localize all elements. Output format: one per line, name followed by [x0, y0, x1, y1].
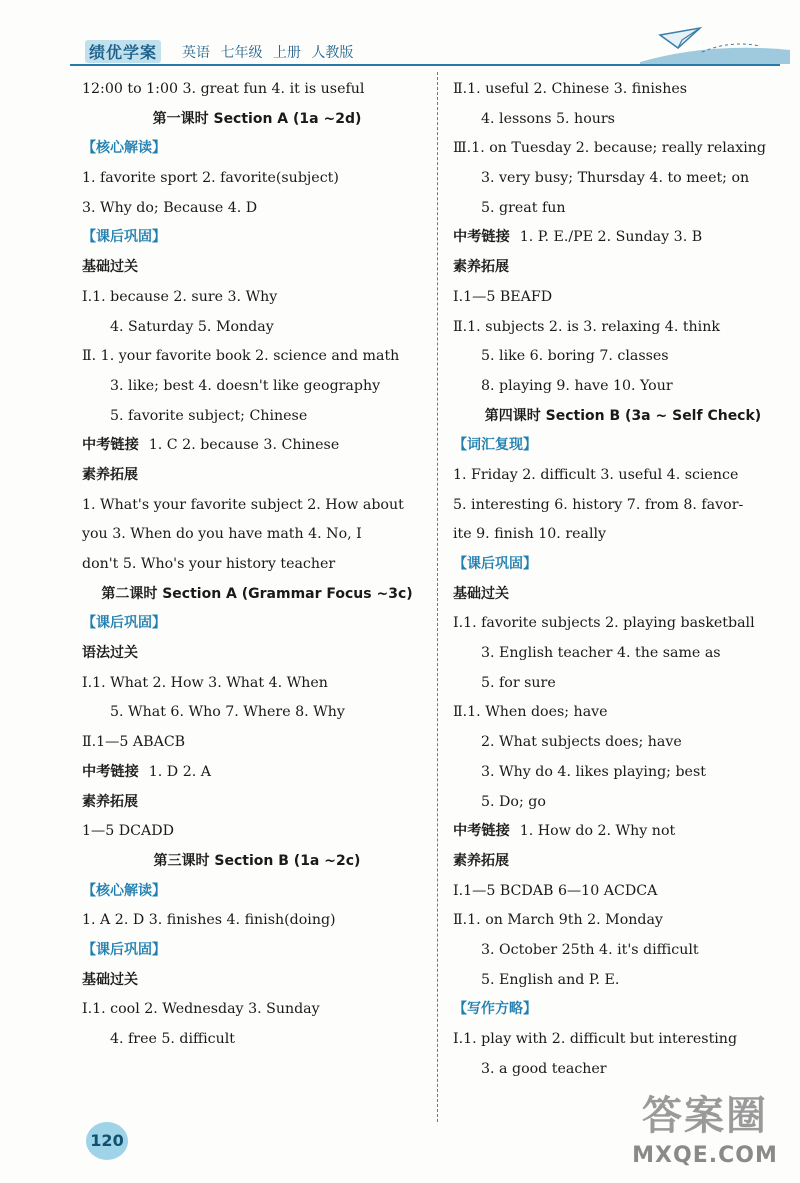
answer-line: 5. English and P. E.: [481, 971, 620, 988]
exam-link-label: 中考链接: [82, 763, 139, 780]
exam-link-label: 中考链接: [453, 229, 510, 246]
answer-line: Ⅰ.1. cool 2. Wednesday 3. Sunday: [82, 1001, 320, 1018]
subsection-heading: 素养拓展: [453, 259, 509, 276]
subsection-heading: 基础过关: [82, 259, 138, 276]
answer-line: you 3. When do you have math 4. No, I: [82, 526, 362, 543]
tag-heading: [82, 134, 432, 164]
answer-line: Ⅱ.1. on March 9th 2. Monday: [453, 912, 663, 929]
answer-line: 1. A 2. D 3. finishes 4. finish(doing): [82, 912, 336, 929]
paper-plane-icon: [640, 20, 790, 65]
answer-text: 1. C 2. because 3. Chinese: [148, 437, 340, 454]
tag-label: 【课后巩固】: [82, 615, 166, 632]
answer-line: Ⅱ.1. subjects 2. is 3. relaxing 4. think: [453, 318, 720, 335]
section-heading: 第四课时 Section B (3a ~ Self Check): [484, 407, 762, 424]
answer-line: 3. English teacher 4. the same as: [481, 645, 721, 662]
watermark-logo: 答案圈: [642, 1093, 768, 1139]
answer-line: 3. Why do; Because 4. D: [82, 199, 258, 216]
tag-label: 【写作方略】: [453, 1001, 537, 1018]
answer-line: 12:00 to 1:00 3. great fun 4. it is useful: [82, 81, 365, 97]
answer-line: 1. favorite sport 2. favorite(subject): [82, 170, 339, 187]
answer-line: ite 9. finish 10. really: [453, 526, 607, 543]
tag-heading: [453, 995, 793, 1025]
answer-line: 3. October 25th 4. it's difficult: [481, 941, 699, 958]
answer-line: Ⅰ.1. What 2. How 3. What 4. When: [82, 674, 328, 691]
left-column: [82, 75, 432, 1055]
answer-line: 5. What 6. Who 7. Where 8. Why: [110, 704, 345, 721]
answer-text: 1. D 2. A: [148, 763, 211, 780]
answer-line: 2. What subjects does; have: [481, 734, 682, 751]
answer-line: Ⅱ.1—5 ABACB: [82, 734, 186, 751]
answer-text: 1. P. E./PE 2. Sunday 3. B: [519, 229, 703, 246]
section-heading: 第三课时 Section B (1a ~2c): [153, 852, 361, 869]
tag-heading: [453, 550, 793, 580]
subsection-heading: 基础过关: [453, 585, 509, 602]
answer-line: 4. free 5. difficult: [110, 1031, 235, 1047]
answer-line: Ⅰ.1. favorite subjects 2. playing basketball: [453, 615, 755, 632]
answer-line: 3. Why do 4. likes playing; best: [481, 763, 706, 780]
subsection-heading: 素养拓展: [82, 466, 138, 483]
answer-line: 1. Friday 2. difficult 3. useful 4. science: [453, 466, 739, 483]
answer-line: 1. What's your favorite subject 2. How about: [82, 496, 404, 513]
answer-line: 4. Saturday 5. Monday: [110, 318, 274, 335]
answer-line: Ⅰ.1. because 2. sure 3. Why: [82, 288, 278, 305]
column-divider: [437, 72, 438, 1122]
tag-label: 【课后巩固】: [82, 941, 166, 958]
page-number: 120: [86, 1122, 128, 1160]
answer-line: 3. very busy; Thursday 4. to meet; on: [481, 170, 750, 187]
tag-heading: [82, 936, 432, 966]
answer-line: [82, 431, 432, 461]
tag-label: 【核心解读】: [82, 882, 166, 899]
subsection-heading: 基础过关: [82, 971, 138, 988]
tag-heading: [453, 431, 793, 461]
answer-line: 8. playing 9. have 10. Your: [481, 377, 673, 394]
tag-label: 【课后巩固】: [82, 229, 166, 246]
tag-heading: [82, 609, 432, 639]
answer-line: Ⅰ.1—5 BEAFD: [453, 288, 553, 305]
answer-line: Ⅱ. 1. your favorite book 2. science and math: [82, 348, 400, 365]
answer-line: [453, 223, 793, 253]
subsection-heading: 素养拓展: [82, 793, 138, 810]
answer-line: 1—5 DCADD: [82, 823, 174, 840]
answer-line: [453, 817, 793, 847]
tag-label: 【课后巩固】: [453, 556, 537, 572]
answer-line: 5. favorite subject; Chinese: [110, 407, 308, 424]
answer-line: Ⅱ.1. When does; have: [453, 704, 608, 721]
tag-label: 【核心解读】: [82, 140, 166, 157]
answer-line: [82, 758, 432, 788]
answer-line: 5. great fun: [481, 199, 566, 216]
page-header: [0, 0, 800, 70]
answer-line: 5. like 6. boring 7. classes: [481, 348, 669, 365]
answer-line: 5. Do; go: [481, 793, 546, 810]
answer-line: 3. a good teacher: [481, 1060, 607, 1077]
watermark: [610, 1090, 800, 1183]
answer-line: 3. like; best 4. doesn't like geography: [110, 377, 381, 394]
answer-line: 5. interesting 6. history 7. from 8. favor-: [453, 496, 744, 513]
answer-line: Ⅱ.1. useful 2. Chinese 3. finishes: [453, 81, 688, 97]
section-heading: 第一课时 Section A (1a ~2d): [152, 110, 362, 127]
subsection-heading: 语法过关: [82, 645, 138, 662]
brand-title: 绩优学案: [85, 40, 161, 63]
answer-line: Ⅰ.1. play with 2. difficult but interesting: [453, 1031, 738, 1047]
answer-line: 4. lessons 5. hours: [481, 110, 615, 127]
header-rule: [70, 64, 780, 66]
answer-text: 1. How do 2. Why not: [519, 823, 676, 840]
answer-line: Ⅲ.1. on Tuesday 2. because; really relaxing: [453, 140, 766, 157]
tag-label: 【词汇复现】: [453, 437, 537, 454]
answer-line: don't 5. Who's your history teacher: [82, 556, 336, 572]
right-column: [453, 75, 793, 1084]
section-heading: 第二课时 Section A (Grammar Focus ~3c): [101, 585, 413, 602]
tag-heading: [82, 223, 432, 253]
book-info: 英语 七年级 上册 人教版: [182, 45, 354, 61]
exam-link-label: 中考链接: [82, 437, 139, 454]
answer-line: 5. for sure: [481, 674, 556, 691]
watermark-url: MXQE.COM: [632, 1143, 778, 1168]
exam-link-label: 中考链接: [453, 823, 510, 840]
subsection-heading: 素养拓展: [453, 852, 509, 869]
tag-heading: [82, 877, 432, 907]
answer-line: Ⅰ.1—5 BCDAB 6—10 ACDCA: [453, 882, 658, 899]
